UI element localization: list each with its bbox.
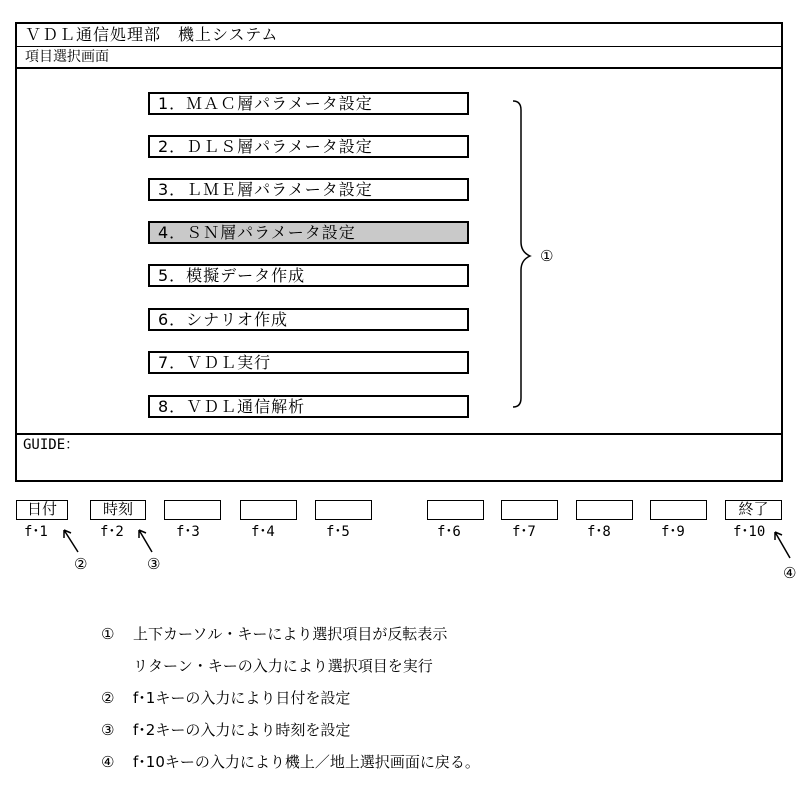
note-3-text: f･2キーの入力により時刻を設定 — [133, 721, 351, 739]
menu-item-sn-params[interactable]: 4．ＳＮ層パラメータ設定 — [148, 221, 469, 244]
fkey-f6-button[interactable] — [427, 500, 484, 520]
note-1 — [101, 625, 447, 643]
fkey-f8-label: f･8 — [587, 524, 611, 540]
menu-item-scenario[interactable]: 6．シナリオ作成 — [148, 308, 469, 331]
menu-item-simulated-data[interactable]: 5．模擬データ作成 — [148, 264, 469, 287]
note-4-text: f･10キーの入力により機上／地上選択画面に戻る。 — [133, 753, 480, 771]
note-2-num: ② — [101, 689, 115, 707]
menu-item-vdl-run[interactable]: 7．ＶＤＬ実行 — [148, 351, 469, 374]
menu-item-lme-params[interactable]: 3．ＬＭＥ層パラメータ設定 — [148, 178, 469, 201]
fkey-f5-label: f･5 — [326, 524, 350, 540]
fkey-f2-label: f･2 — [100, 524, 124, 540]
menu-item-vdl-analysis[interactable]: 8．ＶＤＬ通信解析 — [148, 395, 469, 418]
menu-item-dls-params[interactable]: 2．ＤＬＳ層パラメータ設定 — [148, 135, 469, 158]
arrow-f2-icon — [139, 530, 152, 552]
marker-3: ③ — [147, 555, 161, 573]
menu-brace-icon — [513, 101, 530, 407]
fkey-f7-button[interactable] — [501, 500, 558, 520]
fkey-f4-label: f･4 — [251, 524, 275, 540]
arrow-f1-icon — [64, 530, 78, 552]
note-1b — [133, 657, 433, 675]
fkey-f10-button[interactable]: 終了 — [725, 500, 782, 520]
note-2 — [101, 689, 350, 707]
guide-label: GUIDE： — [23, 437, 80, 453]
fkey-f9-label: f･9 — [661, 524, 685, 540]
marker-4: ④ — [783, 564, 797, 582]
marker-2: ② — [74, 555, 88, 573]
arrow-f10-icon — [775, 532, 790, 558]
fkey-f1-label: f･1 — [24, 524, 48, 540]
fkey-f5-button[interactable] — [315, 500, 372, 520]
note-1-num: ① — [101, 625, 115, 643]
fkey-f4-button[interactable] — [240, 500, 297, 520]
window-title: ＶＤＬ通信処理部 機上システム — [17, 24, 781, 47]
fkey-f10-label: f･10 — [733, 524, 766, 540]
fkey-f9-button[interactable] — [650, 500, 707, 520]
screen-subtitle: 項目選択画面 — [17, 47, 781, 69]
fkey-f8-button[interactable] — [576, 500, 633, 520]
note-4 — [101, 753, 480, 771]
fkey-f7-label: f･7 — [512, 524, 536, 540]
note-4-num: ④ — [101, 753, 115, 771]
note-2-text: f･1キーの入力により日付を設定 — [133, 689, 351, 707]
fkey-f2-button[interactable]: 時刻 — [90, 500, 146, 520]
note-1-text: 上下カーソル・キーにより選択項目が反転表示 — [133, 625, 448, 643]
fkey-f3-button[interactable] — [164, 500, 221, 520]
fkey-f1-button[interactable]: 日付 — [16, 500, 68, 520]
menu-marker: ① — [540, 247, 554, 265]
note-3 — [101, 721, 350, 739]
note-1b-text: リターン・キーの入力により選択項目を実行 — [133, 657, 433, 675]
fkey-f6-label: f･6 — [437, 524, 461, 540]
menu-item-mac-params[interactable]: 1．ＭＡＣ層パラメータ設定 — [148, 92, 469, 115]
note-3-num: ③ — [101, 721, 115, 739]
fkey-f3-label: f･3 — [176, 524, 200, 540]
